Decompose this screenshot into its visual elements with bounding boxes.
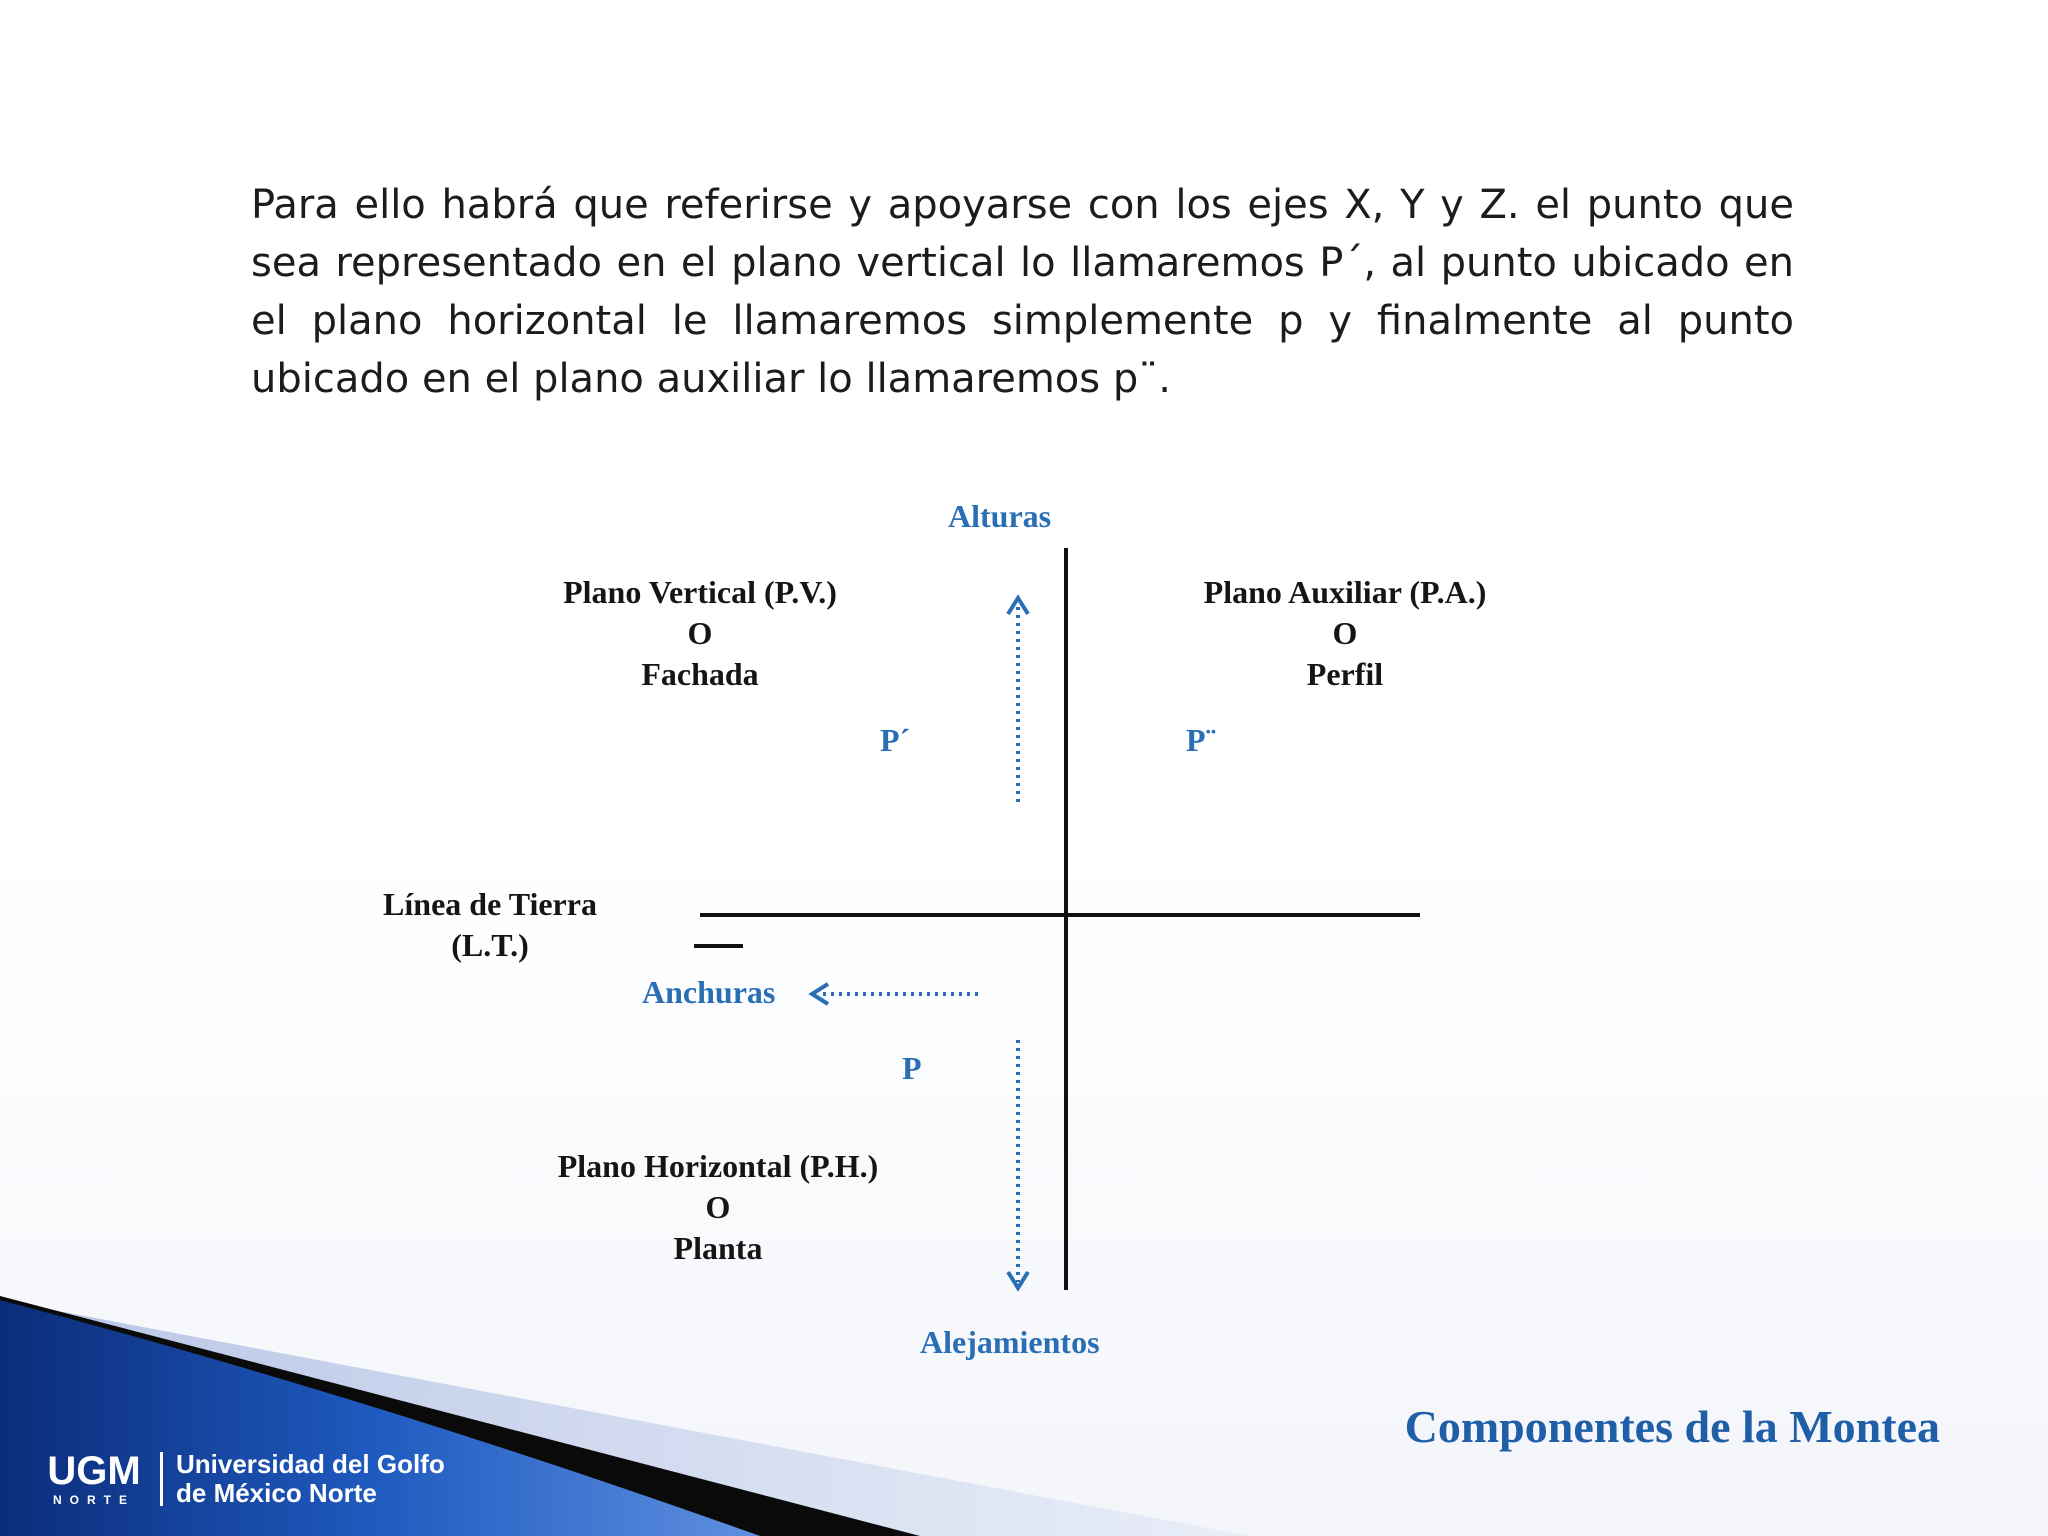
plano-vertical-label <box>540 572 860 695</box>
plano-auxiliar-line3: Perfil <box>1306 656 1384 692</box>
logo-mark-sub: NORTE <box>53 1493 135 1507</box>
intro-paragraph: Para ello habrá que referirse y apoyarse con los ejes X, Y y Z. el punto que sea representado en el plano vertical lo llamaremos P´, al punto ubicado en el plano horizontal le llamaremos simplemente p y finalmente al punto ubicado en el plano auxiliar lo llamaremos p¨. <box>251 182 1794 402</box>
ugm-logo-mark <box>36 1448 156 1508</box>
linea-tierra-line2: (L.T.) <box>451 927 529 963</box>
logo-wordmark <box>176 1450 445 1508</box>
plano-horizontal-line2: O <box>705 1189 731 1225</box>
linea-tierra-label <box>360 884 620 966</box>
university-logo <box>36 1448 456 1508</box>
heights-label: Alturas <box>948 498 1052 534</box>
plano-auxiliar-line1: Plano Auxiliar (P.A.) <box>1203 574 1487 610</box>
point-p: P <box>902 1050 922 1086</box>
point-p-prime: P´ <box>880 722 911 758</box>
plano-vertical-line3: Fachada <box>641 656 759 692</box>
heights-arrow-head <box>1008 598 1028 614</box>
plano-auxiliar-label <box>1180 572 1510 695</box>
plano-vertical-line2: O <box>687 615 713 651</box>
widths-label: Anchuras <box>642 974 776 1010</box>
logo-mark-text: UGM <box>47 1449 141 1493</box>
plano-horizontal-label <box>528 1146 908 1269</box>
plano-horizontal-line3: Planta <box>673 1230 763 1266</box>
plano-auxiliar-line2: O <box>1332 615 1358 651</box>
linea-tierra-line1: Línea de Tierra <box>383 886 597 922</box>
depths-label: Alejamientos <box>920 1324 1100 1360</box>
plano-horizontal-line1: Plano Horizontal (P.H.) <box>557 1148 879 1184</box>
plano-vertical-line1: Plano Vertical (P.V.) <box>563 574 837 610</box>
slide-title: Componentes de la Montea <box>1404 1401 1940 1452</box>
logo-separator <box>160 1452 163 1506</box>
logo-line2: de México Norte <box>176 1478 377 1508</box>
logo-line1: Universidad del Golfo <box>176 1449 445 1479</box>
point-p-double-prime: P¨ <box>1186 722 1217 758</box>
